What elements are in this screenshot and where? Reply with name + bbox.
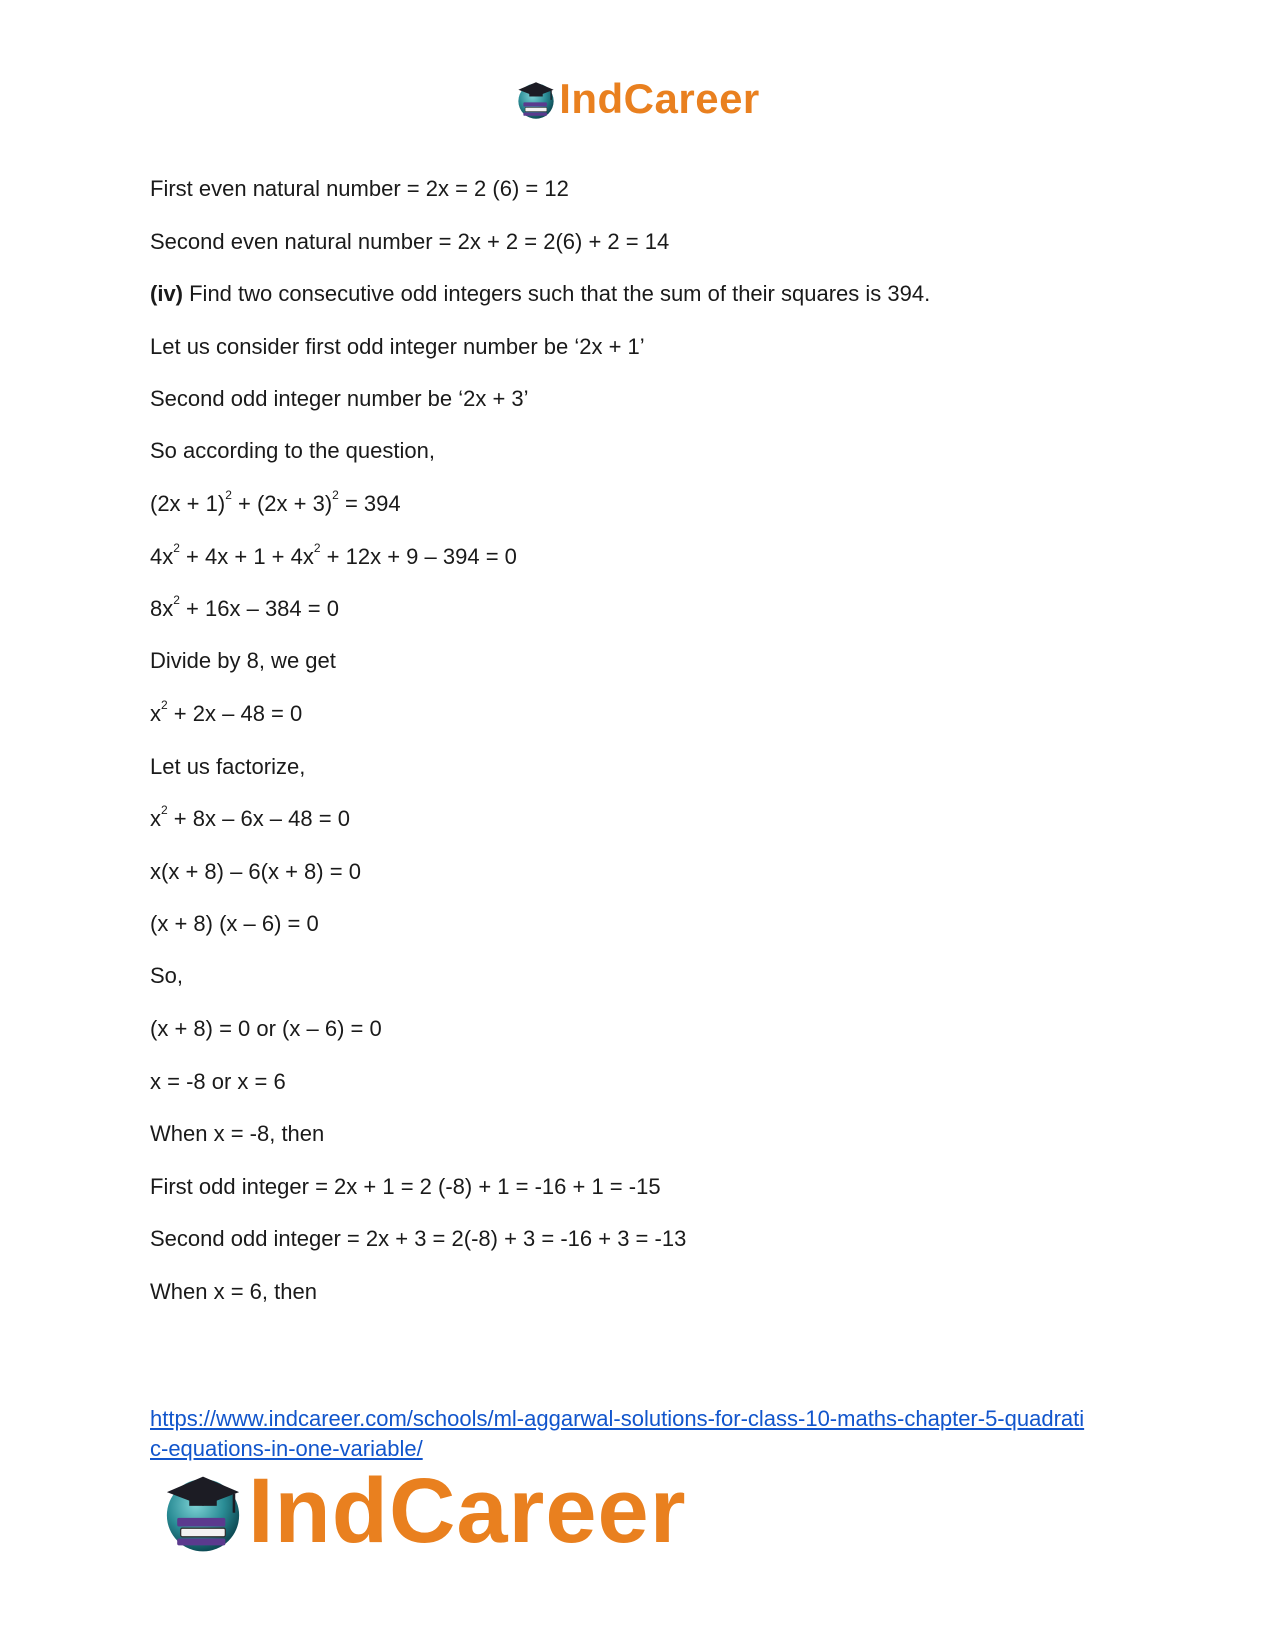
- equation-line: [150, 593, 339, 622]
- text-line: Let us consider first odd integer number be ‘2x + 1’: [150, 334, 645, 359]
- graduation-globe-icon: [160, 1468, 246, 1554]
- text-line: First even natural number = 2x = 2 (6) = 12: [150, 176, 569, 201]
- text-line: When x = 6, then: [150, 1279, 317, 1304]
- equation-line: x = -8 or x = 6: [150, 1069, 286, 1094]
- question-text: Find two consecutive odd integers such that the sum of their squares is 394.: [183, 281, 931, 306]
- text-line: So according to the question,: [150, 438, 435, 463]
- equation-line: [150, 803, 350, 832]
- exponent: 2: [161, 803, 168, 817]
- equation-line: x(x + 8) – 6(x + 8) = 0: [150, 859, 361, 884]
- source-link-line1: https://www.indcareer.com/schools/ml-aggarwal-solutions-for-class-10-maths-chapter-5-quadrati: [150, 1406, 1085, 1431]
- footer-logo: [160, 1460, 687, 1562]
- header-logo-wrap: [515, 75, 760, 122]
- graduation-globe-icon: [515, 78, 557, 120]
- eq-part: + (2x + 3): [231, 491, 333, 516]
- source-link[interactable]: [150, 1404, 1130, 1464]
- text-line: Second odd integer = 2x + 3 = 2(-8) + 3 = -16 + 3 = -13: [150, 1226, 687, 1251]
- exponent: 2: [161, 698, 168, 712]
- eq-part: + 12x + 9 – 394 = 0: [320, 544, 517, 569]
- source-link-line2: c-equations-in-one-variable/: [150, 1436, 423, 1461]
- exponent: 2: [173, 593, 180, 607]
- eq-part: + 4x + 1 + 4x: [179, 544, 314, 569]
- text-line: Divide by 8, we get: [150, 648, 336, 673]
- equation-line: [150, 488, 401, 517]
- text-line: First odd integer = 2x + 1 = 2 (-8) + 1 = -16 + 1 = -15: [150, 1174, 661, 1199]
- header-brand-text: IndCareer: [559, 75, 760, 122]
- eq-part: + 16x – 384 = 0: [179, 596, 339, 621]
- footer-brand-text: IndCareer: [248, 1460, 687, 1562]
- header-logo: [0, 75, 1275, 122]
- text-line: Let us factorize,: [150, 754, 306, 779]
- eq-part: + 8x – 6x – 48 = 0: [167, 806, 350, 831]
- exponent: 2: [173, 541, 180, 555]
- exponent: 2: [313, 541, 321, 555]
- text-line: So,: [150, 963, 184, 988]
- equation-line: (x + 8) = 0 or (x – 6) = 0: [150, 1016, 382, 1041]
- text-line: Second odd integer number be ‘2x + 3’: [150, 386, 529, 411]
- question-line: [150, 281, 930, 307]
- eq-part: (2x + 1): [150, 491, 226, 516]
- equation-line: (x + 8) (x – 6) = 0: [150, 911, 319, 936]
- eq-part: 4x: [150, 544, 174, 569]
- eq-part: = 394: [338, 491, 401, 516]
- question-number: (iv): [150, 281, 183, 306]
- eq-part: 8x: [150, 596, 174, 621]
- exponent: 2: [332, 488, 339, 502]
- equation-line: [150, 698, 303, 727]
- eq-part: x: [150, 806, 161, 831]
- eq-part: + 2x – 48 = 0: [167, 701, 303, 726]
- equation-line: [150, 541, 517, 570]
- text-line: Second even natural number = 2x + 2 = 2(6) + 2 = 14: [150, 229, 670, 254]
- text-line: When x = -8, then: [150, 1121, 325, 1146]
- eq-part: x: [150, 701, 161, 726]
- exponent: 2: [225, 488, 232, 502]
